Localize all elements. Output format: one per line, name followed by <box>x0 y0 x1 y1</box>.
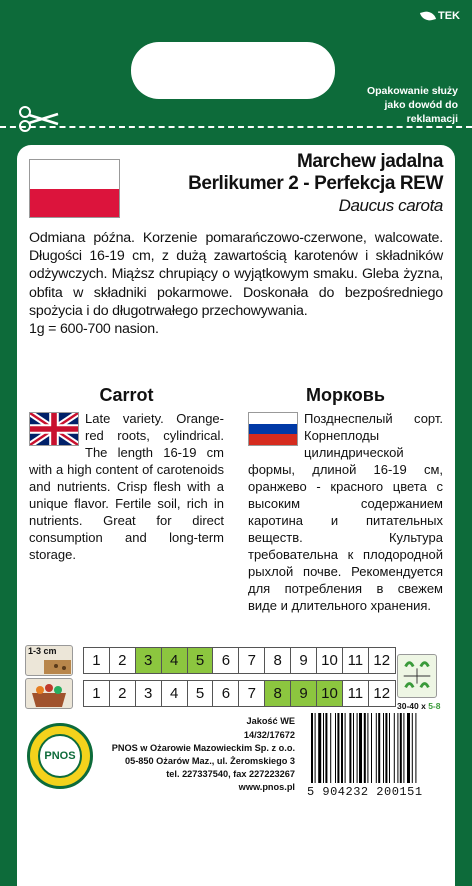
hang-slot <box>131 42 335 99</box>
barcode-bar <box>385 713 387 783</box>
barcode-bar <box>359 713 362 783</box>
month-cell: 1 <box>84 648 110 673</box>
company-name: PNOS w Ożarowie Mazowieckim Sp. z o.o. <box>111 743 295 753</box>
company-address: 05-850 Ożarów Maz., ul. Żeromskiego 3 <box>124 756 295 766</box>
harvest-calendar <box>25 680 447 707</box>
harvest-months <box>83 680 396 707</box>
barcode-bar <box>394 713 395 783</box>
uk-flag-icon <box>29 412 79 446</box>
month-cell: 5 <box>188 648 214 673</box>
barcode-bar <box>323 713 324 783</box>
seal-text: PNOS <box>38 734 82 778</box>
barcode-bar <box>357 713 358 783</box>
barcode-bar <box>376 713 377 783</box>
month-cell: 8 <box>265 681 291 706</box>
complaint-notice: Opakowanie służy jako dowód do reklamacji <box>366 85 458 125</box>
barcode-bar <box>337 713 339 783</box>
brand-logo <box>421 10 460 22</box>
barcode-bar <box>364 713 366 783</box>
barcode-bar <box>389 713 390 783</box>
producer-info <box>97 715 295 794</box>
month-cell: 12 <box>373 685 391 702</box>
barcode-bar <box>311 713 313 783</box>
month-cell: 11 <box>343 681 369 706</box>
barcode-bar <box>315 713 316 783</box>
barcode-bar <box>397 713 398 783</box>
polish-description <box>29 229 443 338</box>
month-cell: 6 <box>213 681 239 706</box>
harvest-basket-icon <box>25 678 73 709</box>
month-cell: 12 <box>373 652 391 669</box>
barcode-bar <box>378 713 380 783</box>
barcode-bar <box>325 713 327 783</box>
latin-name: Daucus carota <box>338 196 443 215</box>
sowing-calendar <box>25 647 447 674</box>
product-title <box>188 151 443 217</box>
month-cell: 2 <box>110 648 136 673</box>
barcode-bar <box>383 713 384 783</box>
english-heading: Carrot <box>99 385 154 405</box>
plant-spacing-icon <box>397 654 437 698</box>
month-cell: 9 <box>291 648 317 673</box>
plant-distance: 5-8 <box>428 701 441 711</box>
barcode-bar <box>400 713 402 783</box>
month-cell: 7 <box>239 681 265 706</box>
barcode-bar <box>407 713 410 783</box>
barcode-bar <box>371 713 372 783</box>
scissors-icon <box>18 104 62 134</box>
russian-text: Позднеспелый сорт. Корнеплоды цилиндрической формы, длиной 16-19 см, оранжево - красного цвета с высоким содержанием каротина и питательных веществ. Культура требовательна к плодородной рыхлой почве. Рекомендуется для потребления в свежем виде и длительного хранения. <box>248 411 443 613</box>
month-cell: 10 <box>317 648 343 673</box>
month-cell: 8 <box>265 648 291 673</box>
month-cell: 7 <box>239 648 265 673</box>
english-section <box>29 385 224 563</box>
russian-heading: Морковь <box>306 385 385 405</box>
month-cell: 2 <box>110 681 136 706</box>
barcode-bar <box>341 713 343 783</box>
row-spacing: 30-40 <box>397 701 419 711</box>
barcode-bar <box>318 713 321 783</box>
barcode-digits: 5 904232 200151 <box>307 785 423 799</box>
brand-mark: TEK <box>438 10 460 22</box>
barcode-bar <box>345 713 346 783</box>
barcode-bar <box>349 713 351 783</box>
month-cell: 4 <box>162 681 188 706</box>
spacing-separator: x <box>418 701 429 711</box>
barcode-bar <box>330 713 331 783</box>
month-cell: 6 <box>213 648 239 673</box>
cut-line <box>0 126 472 128</box>
month-cell: 1 <box>84 681 110 706</box>
leaf-icon <box>420 9 436 22</box>
title-line2: Berlikumer 2 - Perfekcja REW <box>188 173 443 194</box>
barcode-bar <box>335 713 336 783</box>
barcode-bar <box>403 713 404 783</box>
month-cell: 9 <box>291 681 317 706</box>
russian-section <box>248 385 443 614</box>
barcode-bar <box>412 713 413 783</box>
sowing-months <box>83 647 396 674</box>
lot-number: 14/32/17672 <box>243 730 295 740</box>
company-phone: tel. 227337540, fax 227223267 <box>166 769 295 779</box>
english-text: Late variety. Orange-red roots, cylindrical. The length 16-19 cm with a high content of carotenoids and nutrients. Crisp flesh with a unique flavor. Fertile soil, rich in nutrients. Great for direct consumption and long-term storage. <box>29 411 224 562</box>
barcode-bar <box>353 713 354 783</box>
plant-spacing <box>397 701 441 711</box>
month-cell: 4 <box>162 648 188 673</box>
month-cell: 10 <box>317 681 343 706</box>
description-text: Odmiana późna. Korzenie pomarańczowo-czerwone, walcowate. Długości 16-19 cm, z dużą zawartością karotenów i składników odżywczych. Miąższ chrupiący o wyjątkowym smaku. Gleba żyzna, obfita w składniki pokarmowe. Doskonała do bezpośredniego spożycia i do długotrwałego przechowywania. <box>29 230 443 319</box>
company-website[interactable]: www.pnos.pl <box>238 782 295 792</box>
barcode <box>309 713 444 783</box>
seed-count: 1g = 600-700 nasion. <box>29 321 159 338</box>
month-cell: 5 <box>188 681 214 706</box>
month-cell: 11 <box>343 648 369 673</box>
russia-flag-icon <box>248 412 298 446</box>
month-cell: 3 <box>136 681 162 706</box>
month-cell: 3 <box>136 648 162 673</box>
sowing-depth-icon <box>25 645 73 676</box>
label-card <box>17 145 455 886</box>
poland-flag-icon <box>29 159 120 218</box>
quality-class: Jakość WE <box>246 716 295 726</box>
barcode-bar <box>415 713 416 783</box>
title-line1: Marchew jadalna <box>296 151 443 172</box>
sowing-depth: 1-3 cm <box>28 646 57 656</box>
barcode-bar <box>367 713 368 783</box>
company-seal <box>27 723 93 789</box>
